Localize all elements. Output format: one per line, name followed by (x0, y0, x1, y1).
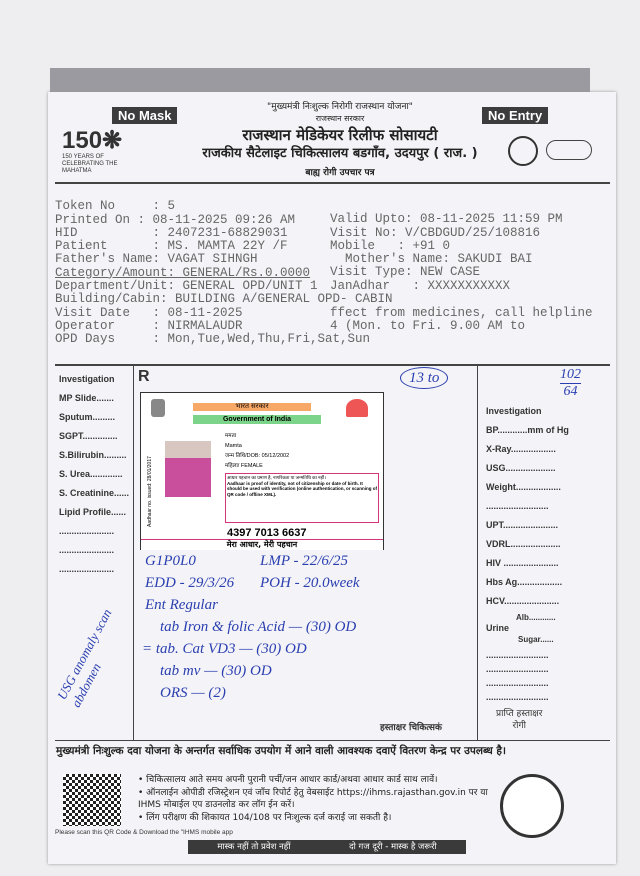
aadhaar-hindi-govt: भारत सरकार (193, 403, 311, 411)
gandhi-150-logo: 150❋ 150 YEARS OF CELEBRATING THE MAHATMA (62, 127, 123, 174)
hospital-name: राजकीय सैटेलाइट चिकित्सालय बडगाँव, उदयपुर ( राज. ) (202, 146, 478, 161)
info-left: Token No : 5 Printed On : 08-11-2025 09:26 AM HID : 2407231-68829031 Patient : MS. MAMTA 22Y /F Father's Name: VAGAT SIHNGH Category/Amount: GENERAL/Rs.0.0000 Department/Unit: GENERAL OPD/UNIT 1 Building/Cabin: BUILDING A/GENERAL OPD- CABIN Visit Date : 08-11-2025 Operator : NIRMALAUDR OPD Days : Mon,Tue,Wed,Thu,Fri,Sat,Sun (55, 199, 393, 347)
mask-band: मास्क नहीं तो प्रवेश नहीं दो गज दूरी - मास्क है जरूरी (188, 840, 466, 854)
beti-logo-icon (500, 774, 564, 838)
aadhaar-govt: Government of India (193, 415, 321, 424)
hw-lmp: LMP - 22/6/25 (260, 553, 349, 569)
hw-note: Ent Regular (145, 597, 218, 613)
hw-room: 13 to (400, 367, 448, 389)
right-col-divider (477, 364, 478, 740)
aadhaar-number: 4397 7013 6637 (227, 527, 307, 539)
info-right: Valid Upto: 08-11-2025 11:59 PM Visit No: V/CBDGUD/25/108816 Mobile : +91 0 Mother's Name: SAKUDI BAI Visit Type: NEW CASE JanAdhar : XXXXXXXXXXX ffect from medicines, call helpline 4 (Mon. to Fri. 9.00 AM to (330, 212, 593, 334)
left-investigations-lower: SGPT.............. S.Bilirubin......... S. Urea............. S. Creatinine...... Lipid Profile...... ...................... ...................... ...................... (59, 431, 130, 574)
box-top (55, 364, 610, 366)
rx-symbol: R (138, 368, 150, 385)
aadhaar-tagline: मेरा आधार, मेरी पहचान (141, 539, 383, 550)
qr-caption: Please scan this QR Code & Download the "IHMS mobile app (55, 829, 233, 836)
society-name: राजस्थान मेडिकेयर रिलीफ सोसायटी (242, 126, 438, 144)
govt-name: राजस्थान सरकार (315, 114, 365, 123)
aadhaar-logo-icon (346, 399, 368, 417)
hw-edd: EDD - 29/3/26 (145, 575, 235, 591)
swachh-bharat-icon (546, 140, 592, 160)
hw-med-1: tab Iron & folic Acid — (30) OD (160, 619, 357, 635)
hw-med-4: ORS — (2) (160, 685, 226, 701)
health-emblem-icon (508, 136, 538, 166)
footer-bullets: • चिकित्सालय आते समय अपनी पुरानी पर्ची/जन आधार कार्ड/अथवा आधार कार्ड साथ लावें। • ऑनलाईन ओपीडी रजिस्ट्रेशन एवं जाँच रिपोर्ट हेतु वेबसाईट https://ihms.rajasthan.gov.in पर या IHMS मोबाईल एप डाउनलोड कर लॉग ईन करें। • लिंग परीक्षण की शिकायत 104/108 पर निःशुल्क दर्ज कराई जा सकती है। (138, 775, 488, 823)
urine-label: Urine (486, 623, 510, 633)
left-investigations: Investigation MP Slide....... Sputum......... (59, 374, 115, 422)
hw-med-2: = tab. Cat VD3 — (30) OD (142, 641, 307, 657)
hw-poh: POH - 20.0week (260, 575, 360, 591)
aadhaar-note: आधार पहचान का प्रमाण है, नागरिकता या जन्मतिथि का नहीं। Aadhaar is proof of identity, not of citizenship or date of birth. It should be used with verification (online authentication, or scanning of QR code / offline XML). (225, 473, 379, 523)
hw-bp: 102 64 (560, 367, 581, 399)
divider (55, 182, 610, 184)
box-bottom (55, 740, 610, 741)
aadhaar-card (140, 392, 384, 550)
scheme-name: "मुख्यमंत्री निःशुल्क निरोगी राजस्थान योजना" (267, 102, 413, 112)
right-investigations: Investigation BP............mm of Hg X-Ray.................. USG.................... Weight.................. ......................... UPT...................... VDRL.................... HIV ...................... Hbs Ag.................. HCV...................... (486, 406, 569, 606)
qr-code[interactable] (63, 774, 121, 826)
scan-edge (50, 68, 590, 94)
hw-gravida: G1P0L0 (145, 553, 196, 569)
hw-med-3: tab mv — (30) OD (160, 663, 272, 679)
aadhaar-issue-date: Aadhaar no. issued: 28/01/2017 (147, 456, 153, 527)
doctor-signature: हस्ताक्षर चिकित्सकं (380, 723, 442, 733)
photo (165, 441, 211, 497)
left-col-divider (133, 364, 134, 740)
hw-side-note: USG anomaly scan abdomen (54, 606, 115, 710)
form-title: बाह्य रोगी उपचार पत्र (305, 168, 375, 178)
no-entry-badge: No Entry (482, 107, 548, 124)
footer-headline: मुख्यमंत्री निःशुल्क दवा योजना के अन्तर्गत सर्वाधिक उपयोग में आने वाली आवश्यक दवाऐं वितरण केन्द्र पर उपलब्ध है। (56, 745, 506, 757)
no-mask-badge: No Mask (112, 107, 177, 124)
urine-alb: Alb............ (516, 613, 556, 622)
receiver-signature: प्राप्ति हस्ताक्षर रोगी (496, 709, 543, 731)
urine-sugar: Sugar...... (518, 635, 554, 644)
right-blank-lines: ......................... ......................... ......................... ......................... (486, 650, 549, 702)
aadhaar-details: ममता Mamta जन्म तिथि/DOB: 05/12/2002 महिला/ FEMALE (225, 433, 290, 469)
emblem-icon (151, 399, 165, 417)
